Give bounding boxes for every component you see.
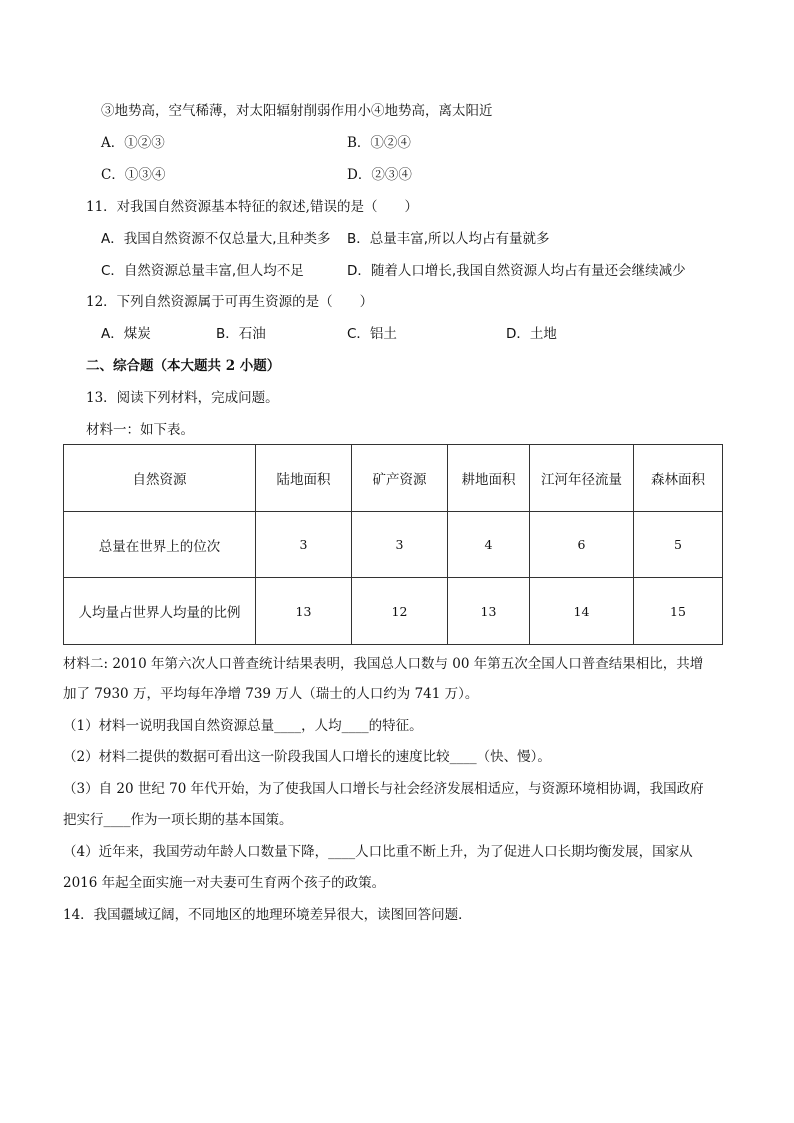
table-header-cell: 矿产资源 bbox=[352, 445, 448, 512]
table-cell: 14 bbox=[530, 578, 634, 645]
table-header-cell: 自然资源 bbox=[64, 445, 256, 512]
table-cell: 4 bbox=[448, 512, 530, 578]
q10-option-b: B．①②④ bbox=[347, 135, 411, 151]
q14-stem: 14．我国疆域辽阔，不同地区的地理环境差异很大，读图回答问题． bbox=[63, 907, 472, 923]
table-header-row bbox=[64, 445, 723, 512]
q10-option-a: A．①②③ bbox=[101, 135, 165, 151]
q13-sub3-line1: （3）自 20 世纪 70 年代开始，为了使我国人口增长与社会经济发展相适应，与资源环境相协调，我国政府 bbox=[63, 781, 704, 797]
q11-option-d: D．随着人口增长,我国自然资源人均占有量还会继续减少 bbox=[347, 263, 686, 279]
table-cell: 13 bbox=[256, 578, 352, 645]
q11-stem: 11．对我国自然资源基本特征的叙述,错误的是（ ） bbox=[86, 199, 418, 215]
table-header-cell: 森林面积 bbox=[634, 445, 723, 512]
table-cell: 15 bbox=[634, 578, 723, 645]
q12-option-a: A．煤炭 bbox=[101, 326, 151, 342]
q13-sub4-line2: 2016 年起全面实施一对夫妻可生育两个孩子的政策。 bbox=[63, 875, 386, 891]
table-row-label: 人均量占世界人均量的比例 bbox=[64, 578, 256, 645]
table-cell: 5 bbox=[634, 512, 723, 578]
q13-material2-line2: 加了 7930 万，平均每年净增 739 万人（瑞士的人口约为 741 万）。 bbox=[63, 686, 479, 702]
table-cell: 6 bbox=[530, 512, 634, 578]
q12-option-b: B．石油 bbox=[216, 326, 266, 342]
section-title: 二、综合题（本大题共 2 小题） bbox=[86, 358, 281, 374]
q13-material2-line1: 材料二: 2010 年第六次人口普查统计结果表明，我国总人口数与 00 年第五次全国人口普查结果相比，共增 bbox=[63, 656, 704, 672]
q13-sub2: （2）材料二提供的数据可看出这一阶段我国人口增长的速度比较____（快、慢）。 bbox=[63, 749, 551, 765]
table-header-cell: 江河年径流量 bbox=[530, 445, 634, 512]
table-row bbox=[64, 512, 723, 578]
q13-sub3-line2: 把实行____作为一项长期的基本国策。 bbox=[63, 812, 293, 828]
q12-option-d: D．土地 bbox=[506, 326, 557, 342]
q12-stem: 12．下列自然资源属于可再生资源的是（ ） bbox=[86, 294, 374, 310]
table-row bbox=[64, 578, 723, 645]
q10-option-d: D．②③④ bbox=[347, 167, 412, 183]
table-cell: 13 bbox=[448, 578, 530, 645]
table-row-label: 总量在世界上的位次 bbox=[64, 512, 256, 578]
resource-table bbox=[63, 444, 723, 645]
q11-option-a: A．我国自然资源不仅总量大,且种类多 bbox=[101, 231, 331, 247]
table-header-cell: 陆地面积 bbox=[256, 445, 352, 512]
q11-option-c: C．自然资源总量丰富,但人均不足 bbox=[101, 263, 304, 279]
table-cell: 3 bbox=[352, 512, 448, 578]
q13-stem: 13．阅读下列材料，完成问题。 bbox=[86, 390, 279, 406]
table-cell: 12 bbox=[352, 578, 448, 645]
q13-sub4-line1: （4）近年来，我国劳动年龄人口数量下降，____人口比重不断上升，为了促进人口长期均衡发展，国家从 bbox=[63, 844, 693, 860]
q10-option-c: C．①③④ bbox=[101, 167, 166, 183]
q13-material1-label: 材料一：如下表。 bbox=[86, 422, 194, 438]
q11-option-b: B．总量丰富,所以人均占有量就多 bbox=[347, 231, 550, 247]
q13-sub1: （1）材料一说明我国自然资源总量____，人均____的特征。 bbox=[63, 718, 423, 734]
table-cell: 3 bbox=[256, 512, 352, 578]
table-header-cell: 耕地面积 bbox=[448, 445, 530, 512]
q10-continued-text: ③地势高，空气稀薄，对太阳辐射削弱作用小④地势高，离太阳近 bbox=[101, 103, 493, 119]
q12-option-c: C．铝土 bbox=[347, 326, 397, 342]
